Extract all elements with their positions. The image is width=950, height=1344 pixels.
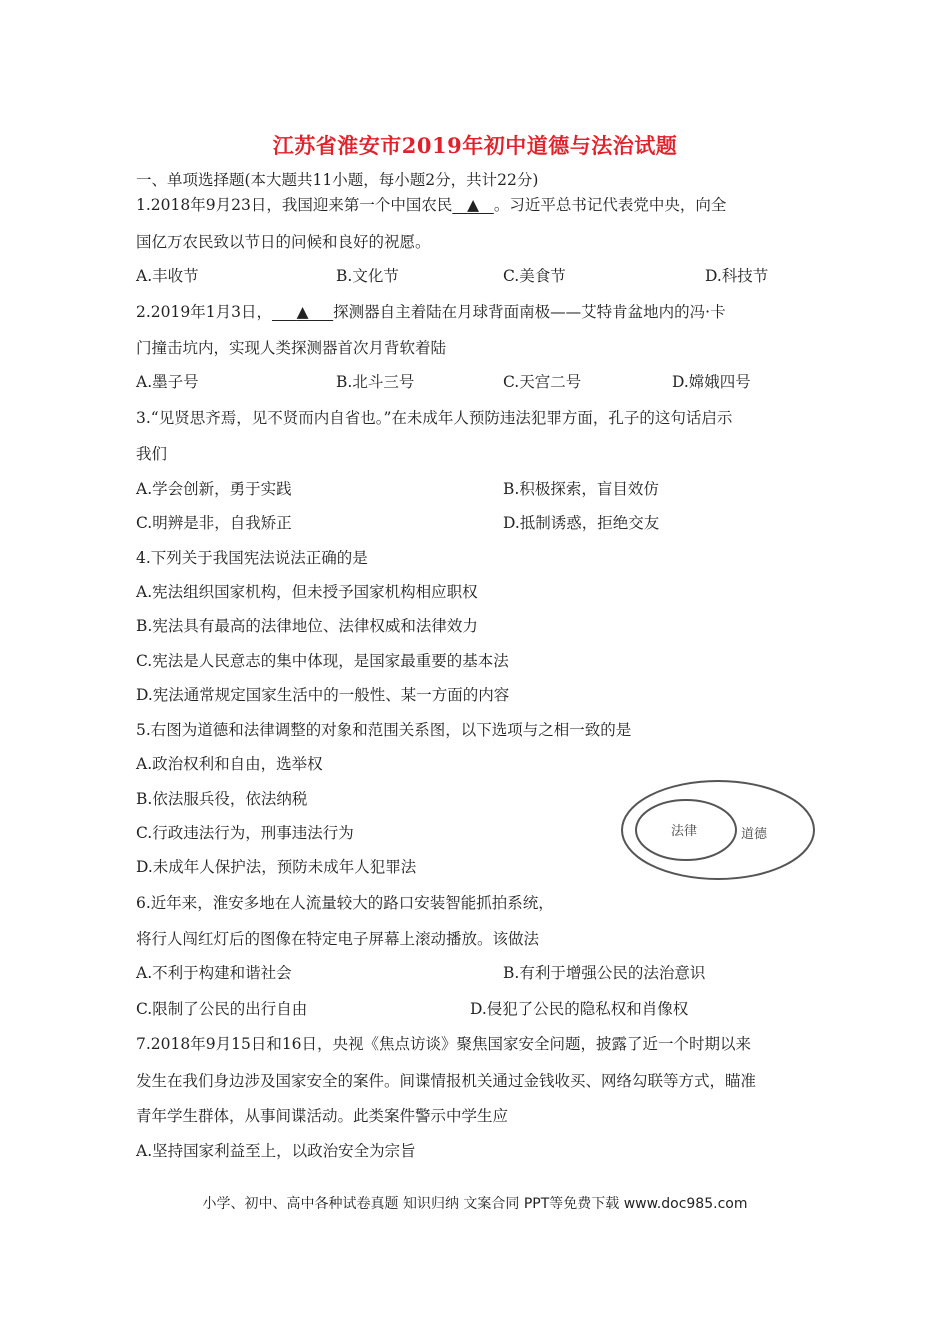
q4-option-a: A.宪法组织国家机构，但未授予国家机构相应职权 [136,583,478,601]
q2-option-b: B.北斗三号 [336,373,415,391]
q2-option-d: D.嫦娥四号 [672,373,751,391]
document-title: 江苏省淮安市2019年初中道德与法治试题 [272,133,678,158]
q6-option-a: A.不利于构建和谐社会 [136,964,292,982]
q4-option-c: C.宪法是人民意志的集中体现，是国家最重要的基本法 [136,652,509,670]
q2-option-a: A.墨子号 [136,373,199,391]
question-3-line-2: 我们 [136,445,168,463]
q2-option-c: C.天宫二号 [503,373,582,391]
q1-option-a: A.丰收节 [136,267,199,285]
q5-option-b: B.依法服兵役，依法纳税 [136,790,308,808]
question-1-text-b: 。习近平总书记代表党中央，向全 [493,196,727,214]
q3-option-d: D.抵制诱惑，拒绝交友 [503,514,660,532]
question-7-line-1: 7.2018年9月15日和16日，央视《焦点访谈》聚焦国家安全问题，披露了近一个时期以来 [136,1035,752,1053]
q3-option-a: A.学会创新，勇于实践 [136,480,292,498]
morality-outer-ellipse [622,781,814,879]
answer-blank: ▲ [296,303,309,321]
question-7-line-2: 发生在我们身边涉及国家安全的案件。间谍情报机关通过金钱收买、网络勾联等方式，瞄准 [136,1072,757,1090]
q4-option-d: D.宪法通常规定国家生活中的一般性、某一方面的内容 [136,686,510,704]
q5-option-a: A.政治权利和自由，选举权 [136,755,323,773]
q1-option-d: D.科技节 [705,267,769,285]
question-2-line-2: 门撞击坑内，实现人类探测器首次月背软着陆 [136,339,447,357]
question-2-line-1 [136,302,726,322]
question-6-line-2: 将行人闯红灯后的图像在特定电子屏幕上滚动播放。该做法 [136,930,540,948]
morality-law-venn-diagram [618,775,818,885]
q7-option-a: A.坚持国家利益至上，以政治安全为宗旨 [136,1142,416,1160]
q4-option-b: B.宪法具有最高的法律地位、法律权威和法律效力 [136,617,478,635]
question-1-line-1 [136,195,726,215]
q5-option-c: C.行政违法行为，刑事违法行为 [136,824,354,842]
question-1-line-2: 国亿万农民致以节日的问候和良好的祝愿。 [136,233,431,251]
q6-option-d: D.侵犯了公民的隐私权和肖像权 [470,1000,689,1018]
q6-option-b: B.有利于增强公民的法治意识 [503,964,706,982]
question-5-line-1: 5.右图为道德和法律调整的对象和范围关系图，以下选项与之相一致的是 [136,721,632,739]
question-3-line-1: 3.“见贤思齐焉，见不贤而内自省也。”在未成年人预防违法犯罪方面，孔子的这句话启示 [136,409,733,427]
question-7-line-3: 青年学生群体，从事间谍活动。此类案件警示中学生应 [136,1107,509,1125]
section-heading: 一、单项选择题(本大题共11小题，每小题2分，共计22分) [136,171,539,189]
q3-option-c: C.明辨是非，自我矫正 [136,514,292,532]
q3-option-b: B.积极探索，盲目效仿 [503,480,659,498]
q1-option-c: C.美食节 [503,267,566,285]
answer-blank: ▲ [467,196,480,214]
question-4-line-1: 4.下列关于我国宪法说法正确的是 [136,549,368,567]
question-1-text-a: 1.2018年9月23日，我国迎来第一个中国农民 [136,196,453,214]
page-footer: 小学、初中、高中各种试卷真题 知识归纳 文案合同 PPT等免费下载 www.doc985.com [202,1196,748,1212]
q6-option-c: C.限制了公民的出行自由 [136,1000,308,1018]
question-6-line-1: 6.近年来，淮安多地在人流量较大的路口安装智能抓拍系统， [136,894,554,912]
law-label: 法律 [670,824,698,839]
morality-label: 道德 [740,827,768,842]
question-2-text-b: 探测器自主着陆在月球背面南极——艾特肯盆地内的冯·卡 [333,303,726,321]
q1-option-b: B.文化节 [336,267,399,285]
question-2-text-a: 2.2019年1月3日， [136,303,272,321]
q5-option-d: D.未成年人保护法，预防未成年人犯罪法 [136,858,417,876]
